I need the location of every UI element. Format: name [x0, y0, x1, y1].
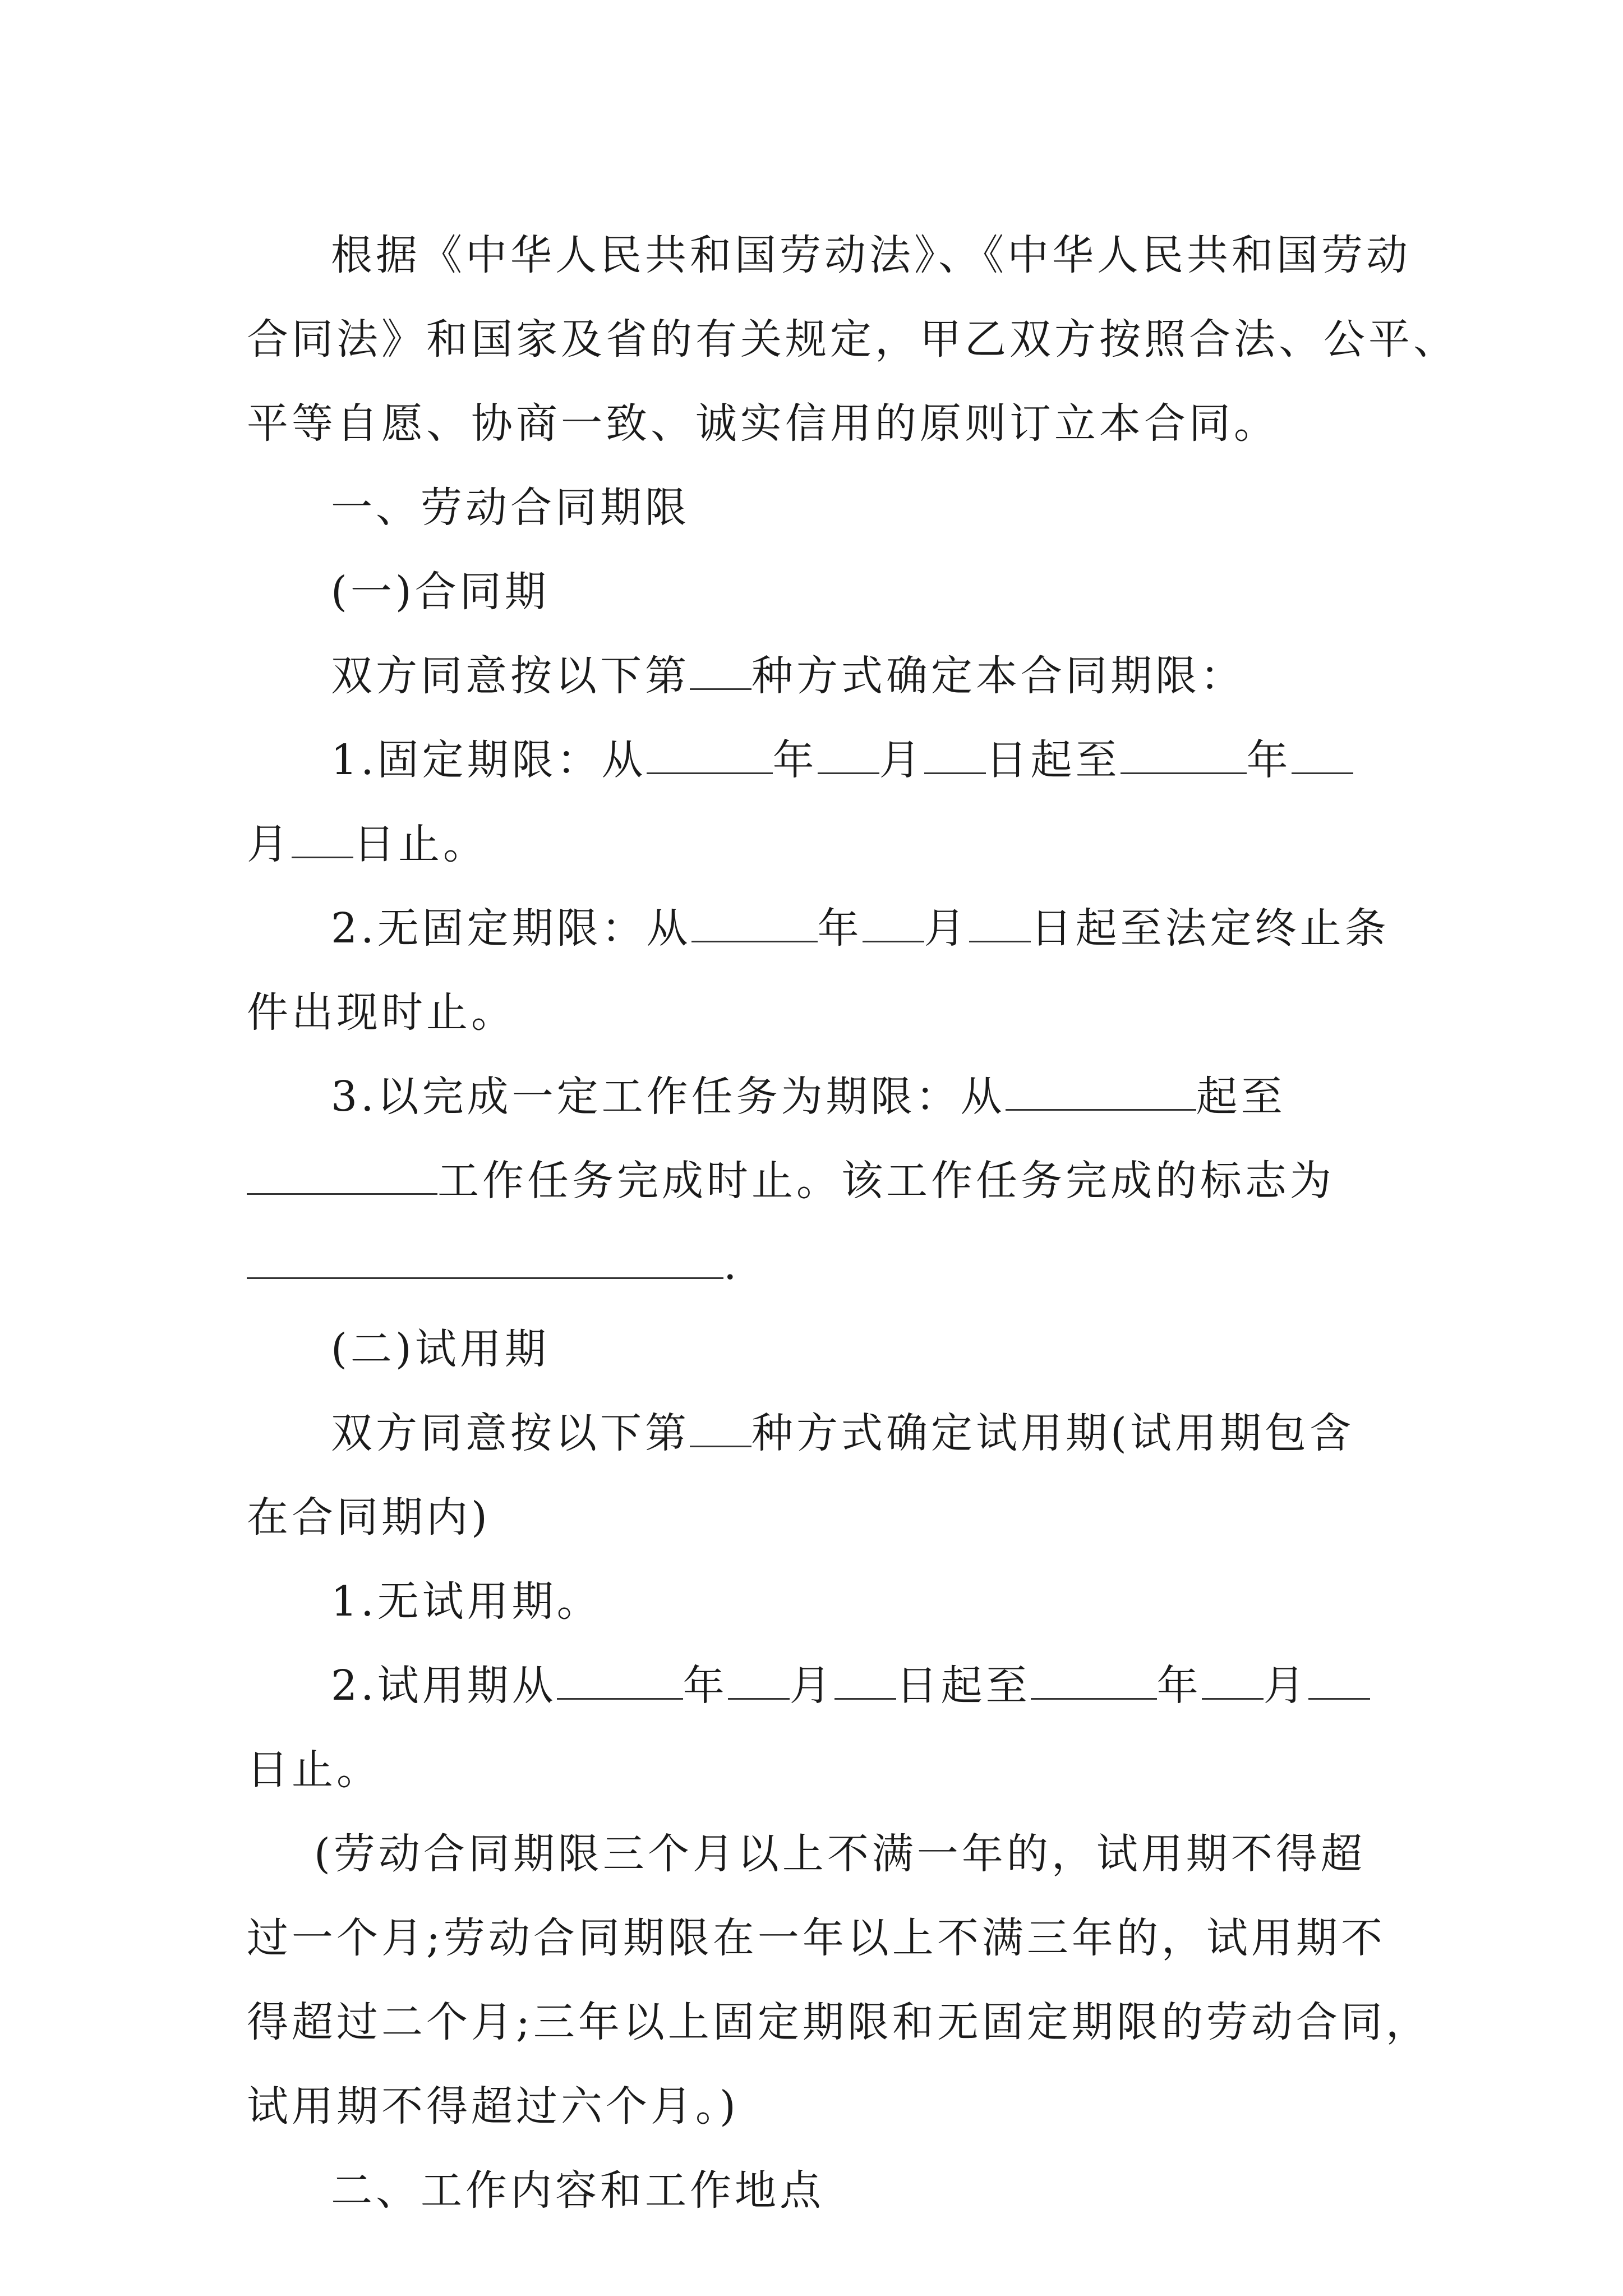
contract-page — [247, 213, 1458, 2233]
option-2-line — [247, 886, 1391, 970]
month-text: 月 — [1263, 1662, 1308, 1710]
trial-end-year-blank[interactable] — [1031, 1659, 1157, 1700]
from-to-text: 起至 — [1196, 1073, 1286, 1121]
trial-start-month-blank[interactable] — [728, 1659, 790, 1700]
option-2-start-month-blank[interactable] — [863, 901, 924, 942]
year-text: 年 — [683, 1662, 728, 1710]
section-1-1-title: (一)合同期 — [331, 568, 550, 616]
option-1-start-day-blank[interactable] — [924, 733, 986, 774]
trial-note-line-3: 得超过二个月;三年以上固定期限和无固定期限的劳动合同， — [247, 1998, 1431, 2046]
year-text: 年 — [1156, 1662, 1202, 1710]
option-3-start-blank[interactable] — [1006, 1070, 1196, 1111]
contract-term-lead-b: 种方式确定本合同期限： — [751, 652, 1245, 700]
trial-note-line-4: 试用期不得超过六个月。) — [247, 2082, 739, 2131]
option-1-line — [247, 718, 1391, 802]
month-text: 月 — [247, 820, 292, 868]
option-1-end-month-blank[interactable] — [1292, 733, 1353, 774]
option-1-line-2 — [247, 802, 1391, 886]
month-text: 月 — [924, 904, 969, 953]
trial-option-2 — [247, 1644, 1391, 1728]
option-3-line-3 — [247, 1223, 1391, 1307]
option-2-line-2: 件出现时止。 — [247, 988, 516, 1037]
year-text: 年 — [772, 736, 818, 784]
intro-line-3: 平等自愿、协商一致、诚实信用的原则订立本合同。 — [247, 399, 1279, 448]
trial-note-line-1: (劳动合同期限三个月以上不满一年的，试用期不得超 — [314, 1830, 1366, 1878]
from-to-text: 日起至 — [985, 736, 1121, 784]
trial-option-2-label: 2.试用期从 — [331, 1662, 557, 1710]
option-2-label: 2.无固定期限：从 — [331, 904, 691, 953]
option-3-line — [247, 1055, 1391, 1139]
month-text: 月 — [789, 1662, 834, 1710]
trial-lead-b: 种方式确定试用期(试用期包含 — [751, 1409, 1354, 1457]
option-3-end-blank[interactable] — [247, 1154, 437, 1195]
section-2-title: 二、工作内容和工作地点 — [331, 2166, 824, 2215]
from-to-text: 日起至 — [896, 1662, 1031, 1710]
contract-term-choice-blank[interactable] — [690, 649, 751, 690]
period-text: . — [723, 1241, 740, 1289]
section-1-title: 一、劳动合同期限 — [331, 484, 690, 532]
option-1-end-day-blank[interactable] — [292, 817, 353, 858]
trial-lead-line-2: 在合同期内) — [247, 1493, 491, 1542]
trial-option-2-line-2: 日止。 — [247, 1746, 381, 1794]
option-1-label: 1.固定期限：从 — [331, 736, 647, 784]
trial-end-month-blank[interactable] — [1202, 1659, 1264, 1700]
year-text: 年 — [817, 904, 863, 953]
trial-choice-blank[interactable] — [690, 1406, 751, 1447]
intro-line-1: 根据《中华人民共和国劳动法》、《中华人民共和国劳动 — [331, 231, 1411, 279]
option-3-tail: 工作任务完成时止。该工作任务完成的标志为 — [437, 1157, 1335, 1205]
contract-term-lead — [247, 634, 1391, 718]
option-1-start-year-blank[interactable] — [647, 733, 773, 774]
option-2-start-day-blank[interactable] — [969, 901, 1031, 942]
day-end-text: 日止。 — [353, 820, 488, 868]
trial-option-1: 1.无试用期。 — [331, 1577, 602, 1626]
option-3-label: 3.以完成一定工作任务为期限：从 — [331, 1073, 1006, 1121]
option-3-marker-blank[interactable] — [247, 1238, 723, 1279]
trial-end-day-blank[interactable] — [1308, 1659, 1370, 1700]
trial-lead-a: 双方同意按以下第 — [331, 1409, 690, 1457]
trial-lead — [247, 1391, 1391, 1475]
option-2-tail: 日起至法定终止条 — [1030, 904, 1390, 953]
trial-note-line-2: 过一个月;劳动合同期限在一年以上不满三年的，试用期不 — [247, 1914, 1386, 1962]
option-1-start-month-blank[interactable] — [818, 733, 879, 774]
option-2-start-year-blank[interactable] — [691, 901, 818, 942]
year-text: 年 — [1246, 736, 1292, 784]
option-3-line-2 — [247, 1139, 1391, 1223]
trial-start-year-blank[interactable] — [557, 1659, 683, 1700]
trial-start-day-blank[interactable] — [834, 1659, 896, 1700]
option-1-end-year-blank[interactable] — [1121, 733, 1247, 774]
section-1-2-title: (二)试用期 — [331, 1325, 550, 1373]
contract-term-lead-a: 双方同意按以下第 — [331, 652, 690, 700]
month-text: 月 — [879, 736, 924, 784]
intro-line-2: 合同法》和国家及省的有关规定，甲乙双方按照合法、公平、 — [247, 315, 1458, 364]
